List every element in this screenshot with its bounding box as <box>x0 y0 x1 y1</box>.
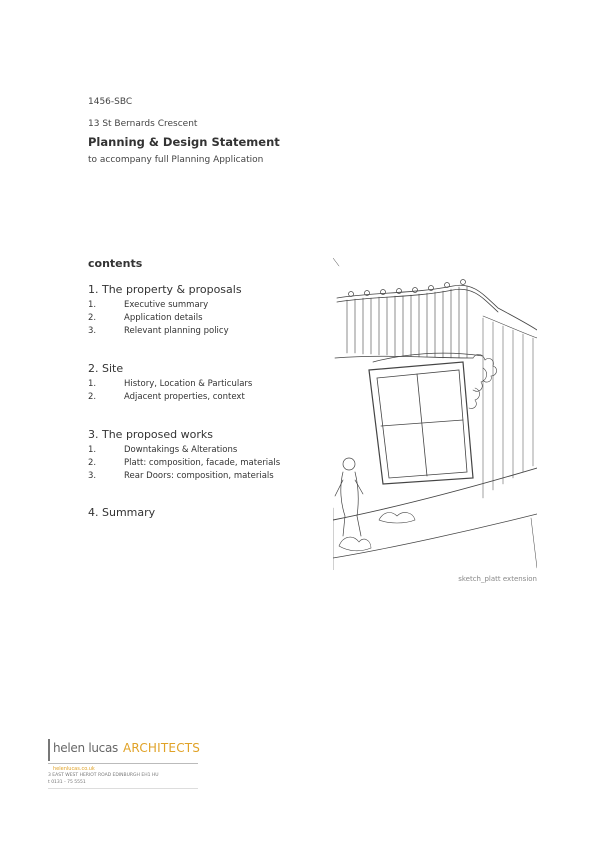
document-reference: 1456-SBC <box>88 97 133 107</box>
logo-address: 3 EAST WEST HERIOT ROAD EDINBURGH EH1 HU <box>48 773 159 778</box>
platt-extension-sketch <box>333 258 537 570</box>
logo-name: helen lucas <box>53 741 118 755</box>
logo-website: helenlucas.co.uk <box>53 766 95 772</box>
list-item <box>88 325 328 338</box>
document-title: Planning & Design Statement <box>88 135 280 149</box>
item-number: 3. <box>88 326 97 336</box>
item-label: Relevant planning policy <box>124 326 229 336</box>
item-number: 2. <box>88 313 97 323</box>
section-title: 4. Summary <box>88 506 156 519</box>
list-item <box>88 444 328 457</box>
item-number: 1. <box>88 300 97 310</box>
item-label: Executive summary <box>124 300 209 310</box>
item-label: Platt: composition, facade, materials <box>124 458 281 468</box>
section-title: 3. The proposed works <box>88 428 213 441</box>
contents-section-property <box>88 283 328 338</box>
list-item <box>88 391 328 404</box>
property-address: 13 St Bernards Crescent <box>88 119 198 129</box>
item-number: 3. <box>88 471 97 481</box>
section-title: 1. The property & proposals <box>88 283 242 296</box>
contents-heading: contents <box>88 257 143 270</box>
architect-logo <box>48 737 200 793</box>
item-label: History, Location & Particulars <box>124 379 253 389</box>
item-label: Rear Doors: composition, materials <box>124 471 274 481</box>
item-number: 2. <box>88 392 97 402</box>
list-item <box>88 457 328 470</box>
list-item <box>88 299 328 312</box>
item-number: 1. <box>88 379 97 389</box>
list-item <box>88 378 328 391</box>
item-label: Downtakings & Alterations <box>124 445 238 455</box>
logo-practice: ARCHITECTS <box>123 741 201 755</box>
item-number: 2. <box>88 458 97 468</box>
contents-section-works <box>88 428 328 483</box>
logo-telephone: t 0131 - 75 5551 <box>48 780 86 785</box>
figure-caption: sketch_platt extension <box>458 575 537 583</box>
item-number: 1. <box>88 445 97 455</box>
contents-section-site <box>88 362 328 404</box>
item-label: Application details <box>124 313 203 323</box>
list-item <box>88 312 328 325</box>
section-title: 2. Site <box>88 362 124 375</box>
logo-divider <box>48 763 198 764</box>
logo-bar <box>48 739 50 761</box>
contents-section-summary <box>88 506 328 522</box>
document-subtitle: to accompany full Planning Application <box>88 155 264 165</box>
list-item <box>88 470 328 483</box>
logo-divider-bottom <box>48 788 198 789</box>
item-label: Adjacent properties, context <box>124 392 245 402</box>
